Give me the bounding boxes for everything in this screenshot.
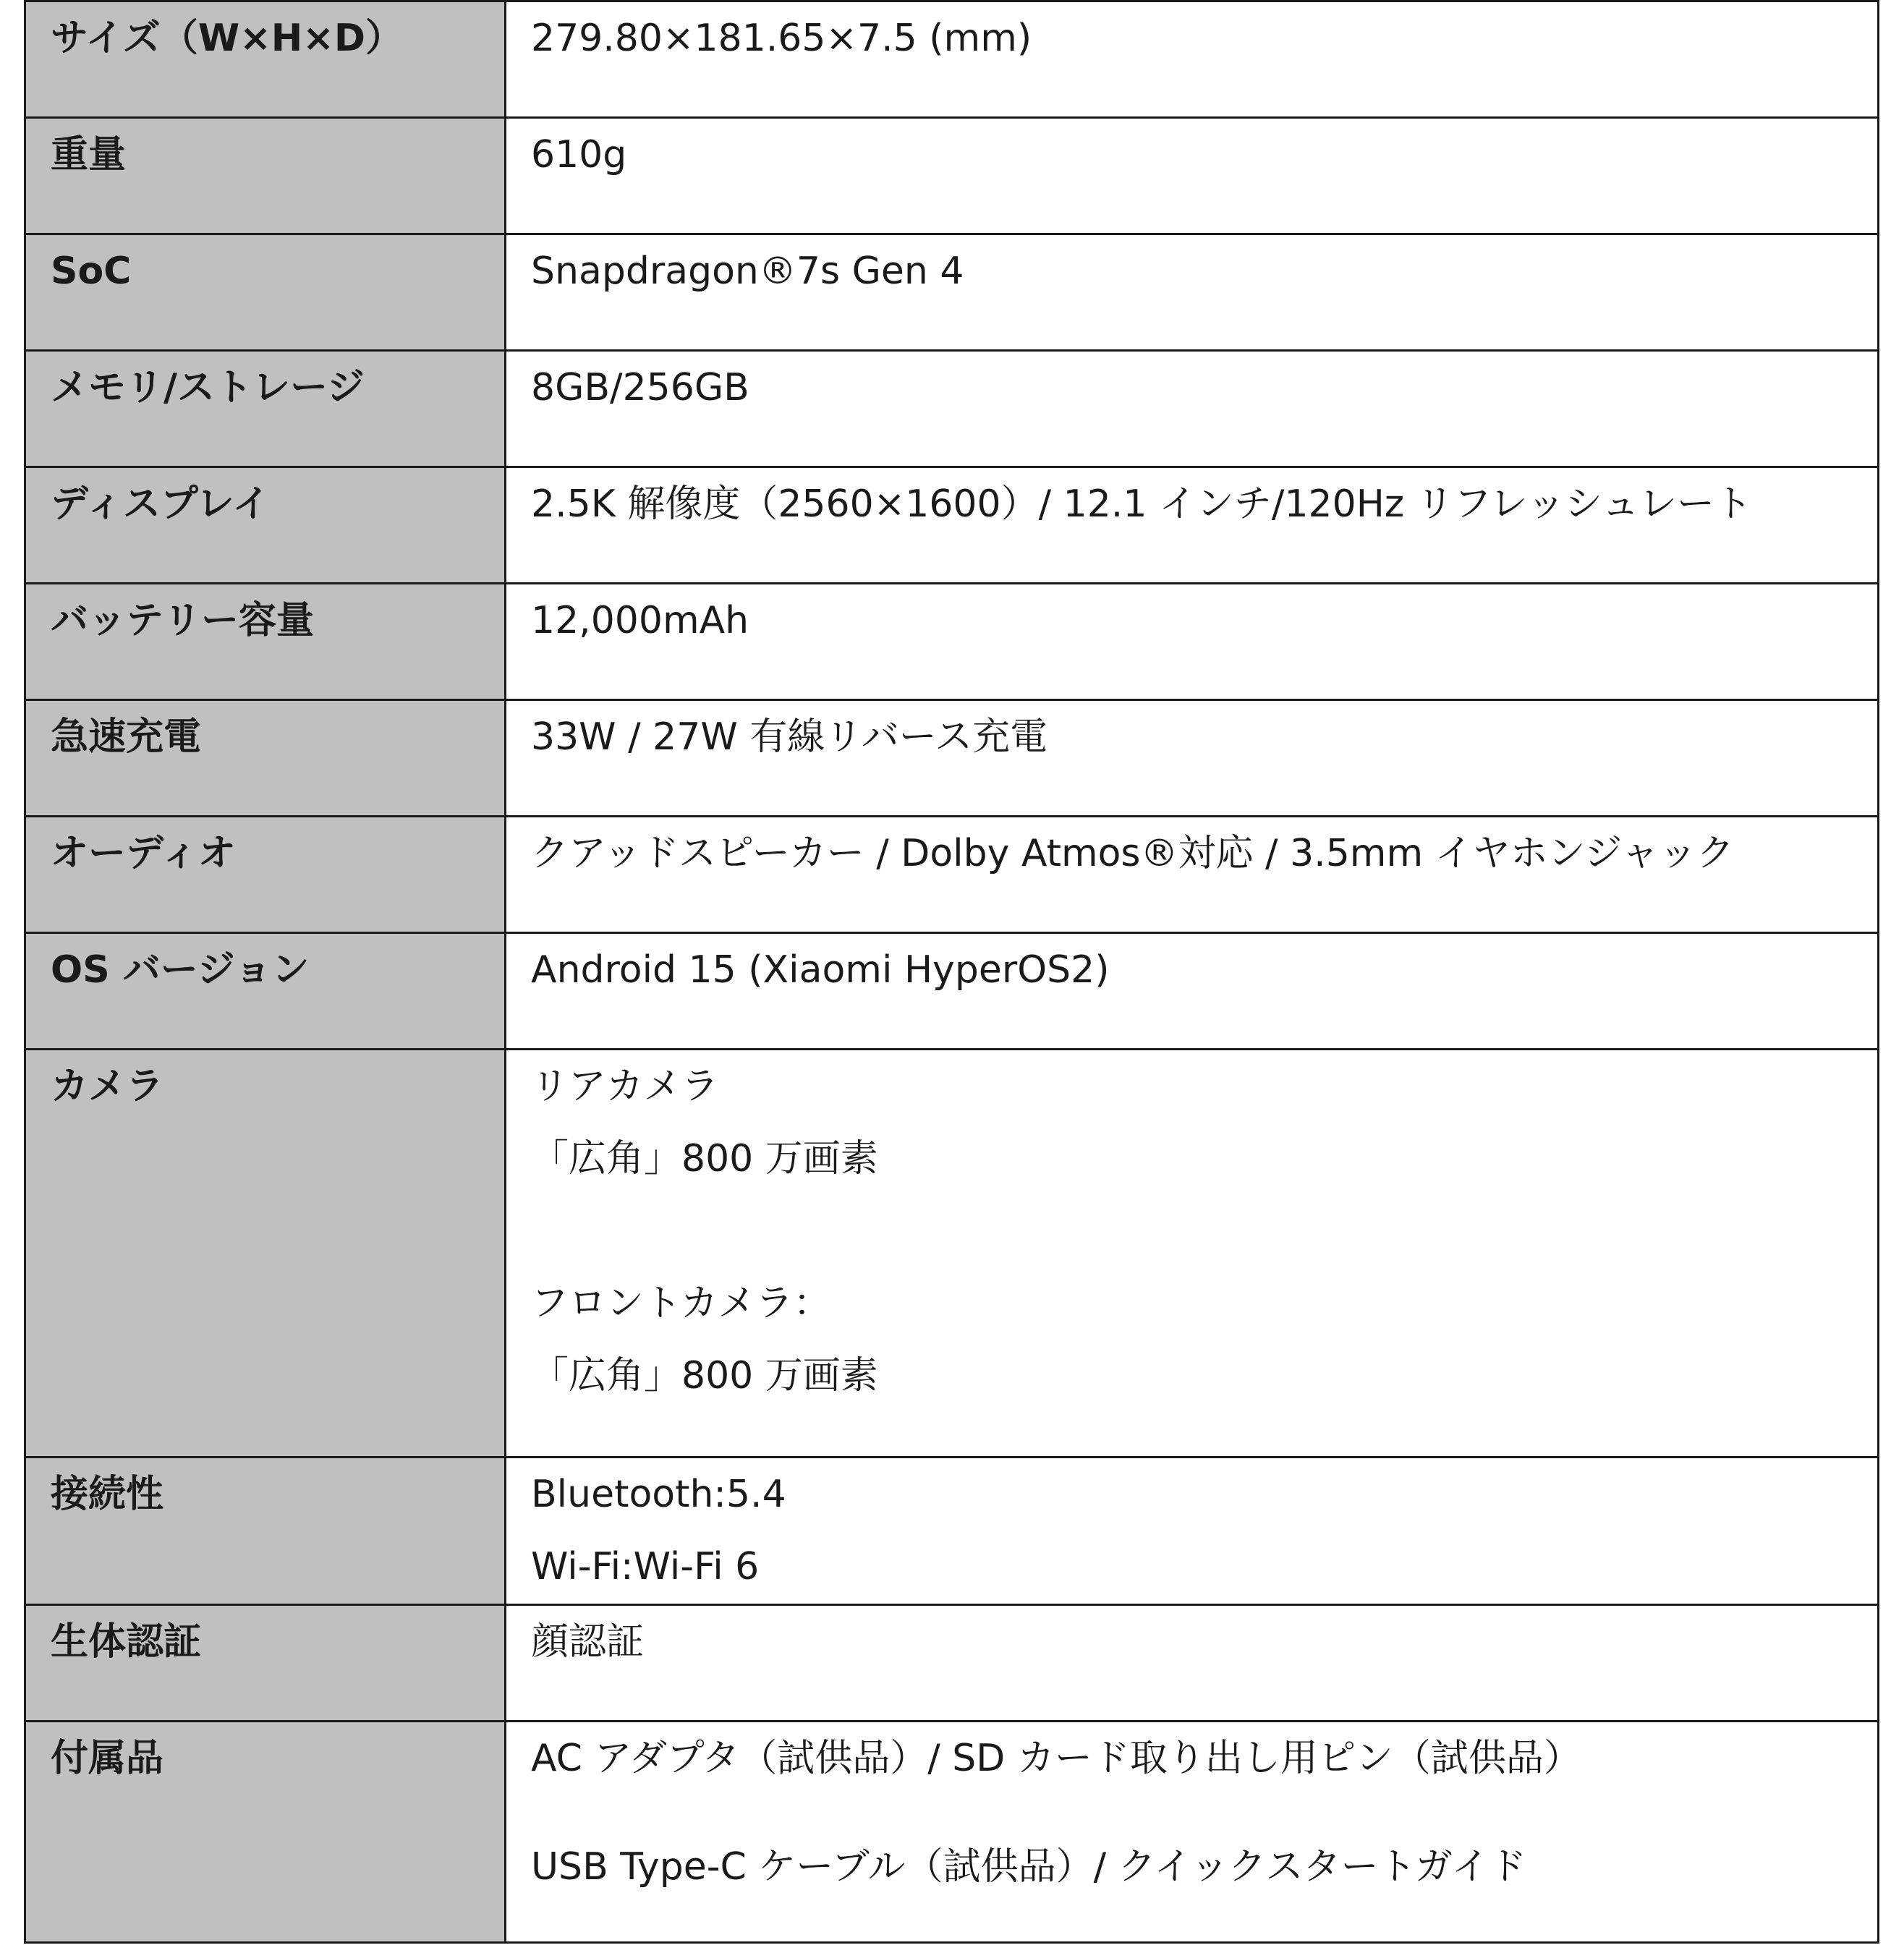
- spec-value-line: Bluetooth:5.4: [531, 1473, 786, 1516]
- spec-row-soc: [25, 234, 1879, 351]
- spec-value-line: 「広角」800 万画素: [531, 1137, 878, 1180]
- spec-value-line: 33W / 27W 有線リバース充電: [531, 715, 1048, 759]
- spec-value-line: Wi-Fi:Wi-Fi 6: [531, 1545, 760, 1588]
- spec-value-line: [531, 1195, 1877, 1267]
- spec-label: 生体認証: [25, 1605, 506, 1722]
- spec-value-line: 8GB/256GB: [531, 366, 749, 409]
- spec-label: メモリ/ストレージ: [25, 351, 506, 467]
- spec-value-line: Android 15 (Xiaomi HyperOS2): [531, 948, 1110, 992]
- spec-value-line: 12,000mAh: [531, 599, 749, 642]
- spec-value-line: フロントカメラ：: [531, 1282, 831, 1325]
- spec-value: [506, 584, 1879, 700]
- spec-table: [24, 0, 1879, 1944]
- spec-value: [506, 467, 1879, 584]
- spec-label: 急速充電: [25, 700, 506, 817]
- spec-label: 重量: [25, 118, 506, 234]
- spec-row-memory: [25, 351, 1879, 467]
- spec-value-line: [531, 1795, 1877, 1831]
- spec-value: [506, 234, 1879, 351]
- spec-row-accessories: [25, 1722, 1879, 1943]
- spec-value-line: 610g: [531, 133, 627, 176]
- spec-row-charging: [25, 700, 1879, 817]
- spec-value-line: リアカメラ: [531, 1065, 719, 1108]
- spec-row-battery: [25, 584, 1879, 700]
- spec-value-line: 顔認証: [531, 1620, 645, 1664]
- spec-value: [506, 351, 1879, 467]
- spec-value: [506, 817, 1879, 933]
- spec-value: [506, 700, 1879, 817]
- spec-value-line: Snapdragon®7s Gen 4: [531, 250, 964, 293]
- spec-label: バッテリー容量: [25, 584, 506, 700]
- spec-value-line: 「広角」800 万画素: [531, 1354, 878, 1397]
- spec-value: [506, 933, 1879, 1050]
- spec-label: 付属品: [25, 1722, 506, 1943]
- spec-row-biometrics: [25, 1605, 1879, 1722]
- spec-value: [506, 1, 1879, 118]
- spec-value-line: クアッドスピーカー / Dolby Atmos®対応 / 3.5mm イヤホンジャック: [531, 832, 1735, 875]
- spec-value-line: AC アダプタ（試供品）/ SD カード取り出し用ピン（試供品）: [531, 1737, 1581, 1780]
- spec-label: サイズ（W×H×D）: [25, 1, 506, 118]
- spec-label: カメラ: [25, 1050, 506, 1458]
- spec-label: ディスプレイ: [25, 467, 506, 584]
- spec-value: [506, 1458, 1879, 1605]
- spec-row-display: [25, 467, 1879, 584]
- spec-row-weight: [25, 118, 1879, 234]
- spec-value-line: 2.5K 解像度（2560×1600）/ 12.1 インチ/120Hz リフレッシュレート: [531, 482, 1752, 526]
- spec-value: [506, 1605, 1879, 1722]
- spec-value: [506, 1722, 1879, 1943]
- spec-label: OS バージョン: [25, 933, 506, 1050]
- spec-label: SoC: [25, 234, 506, 351]
- spec-row-audio: [25, 817, 1879, 933]
- spec-label: オーディオ: [25, 817, 506, 933]
- spec-label: 接続性: [25, 1458, 506, 1605]
- spec-row-os: [25, 933, 1879, 1050]
- spec-value: [506, 118, 1879, 234]
- spec-value-line: 279.80×181.65×7.5 (mm): [531, 17, 1032, 60]
- spec-value-line: USB Type-C ケーブル（試供品）/ クイックスタートガイド: [531, 1845, 1527, 1889]
- spec-row-size: [25, 1, 1879, 118]
- spec-value: [506, 1050, 1879, 1458]
- spec-row-connectivity: [25, 1458, 1879, 1605]
- spec-row-camera: [25, 1050, 1879, 1458]
